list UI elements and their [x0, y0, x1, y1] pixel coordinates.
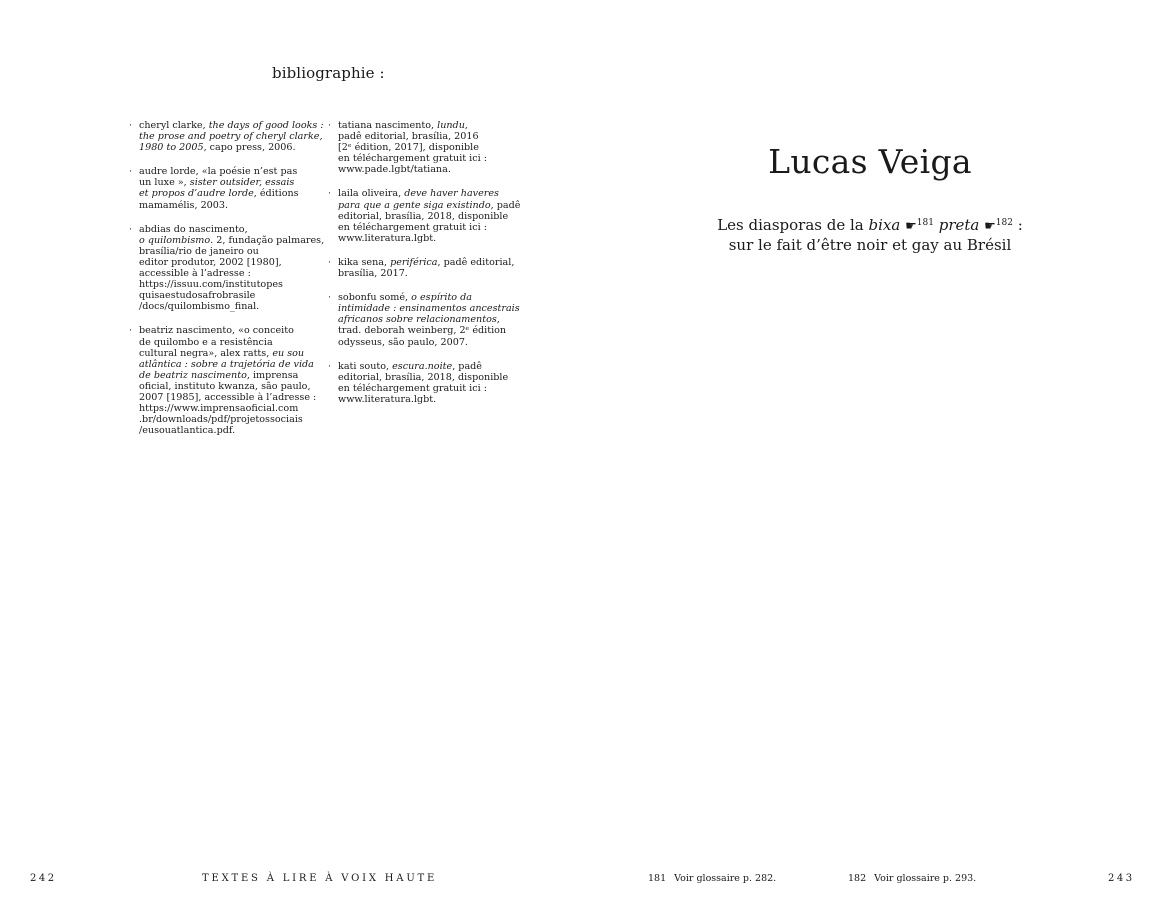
entry-line — [139, 403, 307, 414]
bullet-mark: · — [129, 325, 133, 337]
entry-line — [338, 371, 509, 383]
entry-text: beatriz nascimento, «o conceito — [139, 325, 294, 337]
entry-text: en téléchargement gratuit ici : — [338, 382, 487, 394]
bibliography-column-2 — [328, 120, 521, 418]
entry-line — [338, 383, 506, 394]
subtitle-colon: : — [1012, 216, 1023, 234]
entry-title-italic: atlântica : sobre a trajetória de vida — [139, 358, 314, 370]
bibliography-entry — [328, 120, 506, 175]
entry-line — [139, 348, 307, 359]
bibliography-entry — [129, 120, 324, 154]
entry-text: mamamélis, 2003. — [139, 199, 229, 211]
entry-line — [139, 268, 307, 279]
entry-title-italic: lundu, — [437, 120, 468, 131]
author-name: Lucas Veiga — [768, 142, 972, 181]
bullet-mark: · — [328, 256, 332, 268]
entry-line — [139, 337, 307, 348]
entry-line — [338, 131, 506, 142]
entry-line — [139, 246, 307, 257]
entry-text: , — [496, 314, 500, 326]
entry-line — [139, 325, 307, 336]
entry-line — [338, 153, 506, 164]
subtitle-preta: preta — [938, 216, 980, 234]
entry-line — [139, 166, 307, 177]
entry-text: brasília/rio de janeiro ou — [139, 245, 259, 257]
entry-text: padê editorial, brasília, 2016 — [338, 131, 479, 143]
bullet-mark: · — [328, 292, 332, 304]
entry-line — [338, 303, 520, 315]
entry-line — [338, 210, 509, 222]
entry-text: /docs/quilombismo_final. — [139, 301, 260, 313]
pointing-hand-icon: ☛ — [984, 219, 996, 234]
entry-line — [139, 234, 325, 246]
entry-text: kati souto, — [338, 360, 393, 372]
bibliography-entry — [129, 166, 307, 210]
entry-title-italic: et propos d’audre lorde — [139, 188, 254, 200]
entry-title-italic: periférica — [390, 256, 438, 268]
entry-title-italic: de beatriz nascimento — [139, 369, 247, 381]
entry-line — [139, 131, 323, 143]
entry-line — [338, 314, 506, 325]
entry-line — [338, 256, 515, 268]
entry-text: quisaestudosafrobrasile — [139, 290, 256, 302]
entry-text: https://issuu.com/institutopes — [139, 279, 283, 291]
bullet-mark: · — [328, 188, 332, 200]
right-page — [580, 0, 1160, 905]
entry-title-italic: the prose and poetry of cheryl clarke, — [139, 131, 323, 143]
bullet-mark: · — [328, 120, 332, 131]
bullet-mark: · — [129, 120, 133, 131]
footnote-number: 182 — [848, 873, 867, 884]
entry-title-italic: the days of good looks : — [208, 120, 324, 131]
entry-title-italic: deve haver haveres — [404, 188, 499, 200]
footnote-text: Voir glossaire p. 293. — [874, 873, 977, 884]
entry-title-italic: o espírito da — [411, 292, 472, 304]
entry-line — [338, 222, 506, 233]
entry-title-italic: intimidade : ensinamentos ancestrais — [338, 303, 520, 315]
entry-line — [139, 370, 307, 381]
subtitle-line2: sur le fait d’être noir et gay au Brésil — [728, 236, 1012, 254]
entry-text: kika sena, — [338, 256, 391, 268]
entry-text: , capo press, 2006. — [203, 142, 296, 154]
entry-line — [338, 292, 506, 303]
entry-title-italic: sister outsider, essais — [189, 177, 295, 189]
entry-line — [338, 233, 506, 244]
entry-line — [139, 177, 307, 188]
bibliography-entry — [328, 188, 521, 244]
footnote-text: Voir glossaire p. 282. — [674, 873, 777, 884]
bibliography-entry — [129, 223, 325, 313]
entry-text: un luxe », — [139, 177, 190, 189]
bibliography-entry — [328, 256, 515, 280]
running-head: TEXTES À LIRE À VOIX HAUTE — [202, 873, 438, 884]
entry-text: oficial, instituto kwanza, são paulo, — [139, 380, 311, 392]
entry-line — [139, 414, 307, 425]
entry-line — [139, 380, 311, 392]
entry-title-italic: eu sou — [272, 347, 305, 359]
entry-text: tatiana nascimento, — [338, 120, 438, 131]
entry-line — [139, 142, 307, 153]
entry-text: laila oliveira, — [338, 188, 405, 200]
footnote-number: 181 — [648, 873, 667, 884]
bibliography-heading: bibliographie : — [272, 64, 385, 82]
entry-text: sobonfu somé, — [338, 292, 412, 304]
bullet-mark: · — [328, 360, 332, 372]
bibliography-entry — [328, 360, 509, 405]
entry-text: , padê — [452, 360, 482, 372]
entry-text: /eusouatlantica.pdf. — [139, 425, 236, 437]
entry-text: https://www.imprensaoficial.com — [139, 403, 299, 415]
entry-line — [139, 279, 307, 290]
entry-text: accessible à l’adresse : — [139, 268, 251, 280]
entry-text: cheryl clarke, — [139, 120, 209, 131]
entry-text: editorial, brasília, 2018, disponible — [338, 210, 509, 222]
footnote-182 — [848, 873, 976, 884]
entry-text: audre lorde, «la poésie n’est pas — [139, 166, 298, 178]
entry-line — [139, 257, 307, 268]
entry-title-italic: para que a gente siga existindo — [338, 199, 491, 211]
entry-text: .br/downloads/pdf/projetossociais — [139, 414, 303, 426]
entry-text: , éditions — [253, 188, 299, 200]
bibliography-entry — [328, 292, 520, 348]
entry-line — [338, 325, 506, 336]
entry-text: brasília, 2017. — [338, 268, 408, 280]
entry-line — [338, 394, 506, 405]
entry-text: www.literatura.lgbt. — [338, 393, 437, 405]
entry-title-italic: africanos sobre relacionamentos — [338, 314, 497, 326]
bibliography-column-1 — [129, 120, 325, 449]
entry-line — [338, 361, 506, 372]
entry-line — [338, 142, 506, 153]
entry-title-italic: escura.noite — [392, 360, 453, 372]
entry-text: www.pade.lgbt/tatiana. — [338, 164, 451, 176]
entry-text: www.literatura.lgbt. — [338, 232, 437, 244]
entry-text: , padê editorial, — [437, 256, 515, 268]
entry-line — [338, 268, 506, 279]
entry-text: en téléchargement gratuit ici : — [338, 221, 487, 233]
entry-line — [139, 301, 307, 312]
entry-line — [338, 199, 521, 211]
entry-line — [139, 391, 317, 403]
entry-line — [338, 164, 506, 175]
bibliography-entry — [129, 325, 317, 437]
entry-text: trad. deborah weinberg, 2ᵉ édition — [338, 325, 507, 337]
subtitle-part1: Les diasporas de la — [717, 216, 869, 234]
entry-line — [338, 188, 506, 199]
entry-line — [139, 188, 307, 199]
entry-text: editorial, brasília, 2018, disponible — [338, 371, 509, 383]
entry-line — [139, 425, 307, 436]
pointing-hand-icon: ☛ — [905, 219, 917, 234]
entry-line — [139, 120, 324, 131]
entry-line — [139, 358, 314, 370]
entry-text: odysseus, são paulo, 2007. — [338, 336, 468, 348]
entry-text: , imprensa — [246, 369, 299, 381]
entry-text: [2ᵉ édition, 2017], disponible — [338, 142, 479, 154]
entry-text: abdias do nascimento, — [139, 223, 248, 235]
footnote-ref-181[interactable]: 181 — [916, 218, 934, 228]
entry-line — [338, 337, 506, 348]
page-number-right: 243 — [1108, 873, 1135, 884]
entry-text: en téléchargement gratuit ici : — [338, 153, 487, 165]
entry-text: cultural negra», alex ratts, — [139, 347, 273, 359]
bullet-mark: · — [129, 223, 133, 235]
entry-line — [139, 290, 307, 301]
entry-text: . 2, fundação palmares, — [210, 234, 325, 246]
entry-text: editor produtor, 2002 [1980], — [139, 256, 282, 268]
entry-text: de quilombo e a resistência — [139, 336, 273, 348]
entry-title-italic: o quilombismo — [139, 234, 211, 246]
chapter-subtitle — [670, 214, 1070, 255]
entry-line — [338, 120, 506, 131]
entry-line — [139, 224, 307, 235]
subtitle-bixa: bixa — [868, 216, 901, 234]
entry-line — [139, 200, 307, 211]
page-number-left: 242 — [30, 873, 57, 884]
footnote-181 — [648, 873, 776, 884]
footnote-ref-182[interactable]: 182 — [995, 218, 1013, 228]
entry-text: , padê — [490, 199, 521, 211]
entry-title-italic: 1980 to 2005 — [139, 142, 204, 154]
entry-text: 2007 [1985], accessible à l’adresse : — [139, 391, 317, 403]
bullet-mark: · — [129, 166, 133, 178]
